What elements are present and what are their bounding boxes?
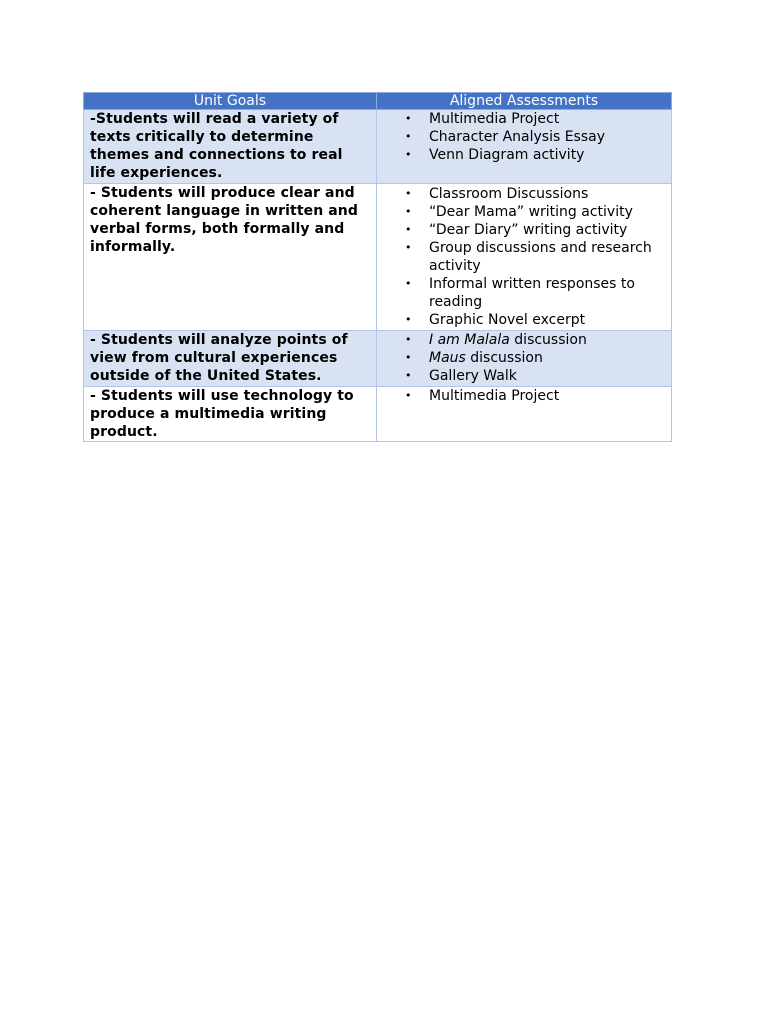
table-row — [84, 110, 672, 184]
goal-cell: -Students will read a variety of texts critically to determine themes and connections to real life experiences. — [84, 110, 377, 184]
assessment-cell — [377, 387, 672, 442]
bullet-icon: • — [405, 351, 412, 364]
list-item: • Informal written responses to reading — [405, 276, 635, 310]
assessment-list — [383, 184, 665, 329]
goal-cell: - Students will produce clear and coherent language in written and verbal forms, both formally and informally. — [84, 184, 377, 331]
assessment-list — [383, 110, 665, 164]
goals-assessments-table — [83, 92, 672, 442]
list-item: • Group discussions and research activity — [405, 240, 652, 274]
book-title: I am Malala — [429, 332, 510, 348]
list-item: • “Dear Diary” writing activity — [405, 222, 628, 238]
list-item: • “Dear Mama” writing activity — [405, 204, 633, 220]
bullet-icon: • — [405, 205, 412, 218]
bullet-icon: • — [405, 130, 412, 143]
book-title: Maus — [429, 350, 466, 366]
assessment-list — [383, 387, 665, 405]
assessment-cell — [377, 331, 672, 387]
bullet-icon: • — [405, 241, 412, 254]
bullet-icon: • — [405, 277, 412, 290]
list-item: • Multimedia Project — [405, 388, 560, 404]
list-item: • Multimedia Project — [405, 111, 560, 127]
header-row — [84, 93, 672, 110]
table-row — [84, 184, 672, 331]
goal-cell: - Students will analyze points of view from cultural experiences outside of the United States. — [84, 331, 377, 387]
assessment-cell — [377, 184, 672, 331]
list-item: • Graphic Novel excerpt — [405, 312, 586, 328]
list-item: • Gallery Walk — [405, 368, 517, 384]
list-item: • Maus discussion — [405, 350, 543, 366]
list-item: • I am Malala discussion — [405, 332, 587, 348]
goal-cell: - Students will use technology to produce a multimedia writing product. — [84, 387, 377, 442]
bullet-icon: • — [405, 223, 412, 236]
table-row — [84, 387, 672, 442]
list-item: • Classroom Discussions — [405, 186, 589, 202]
bullet-icon: • — [405, 389, 412, 402]
list-item: • Character Analysis Essay — [405, 129, 605, 145]
list-item: • Venn Diagram activity — [405, 147, 585, 163]
assessment-list — [383, 331, 665, 385]
bullet-icon: • — [405, 333, 412, 346]
bullet-icon: • — [405, 112, 412, 125]
bullet-icon: • — [405, 148, 412, 161]
header-aligned-assessments: Aligned Assessments — [377, 93, 672, 110]
bullet-icon: • — [405, 313, 412, 326]
assessment-cell — [377, 110, 672, 184]
table-row — [84, 331, 672, 387]
header-unit-goals: Unit Goals — [84, 93, 377, 110]
bullet-icon: • — [405, 187, 412, 200]
bullet-icon: • — [405, 369, 412, 382]
